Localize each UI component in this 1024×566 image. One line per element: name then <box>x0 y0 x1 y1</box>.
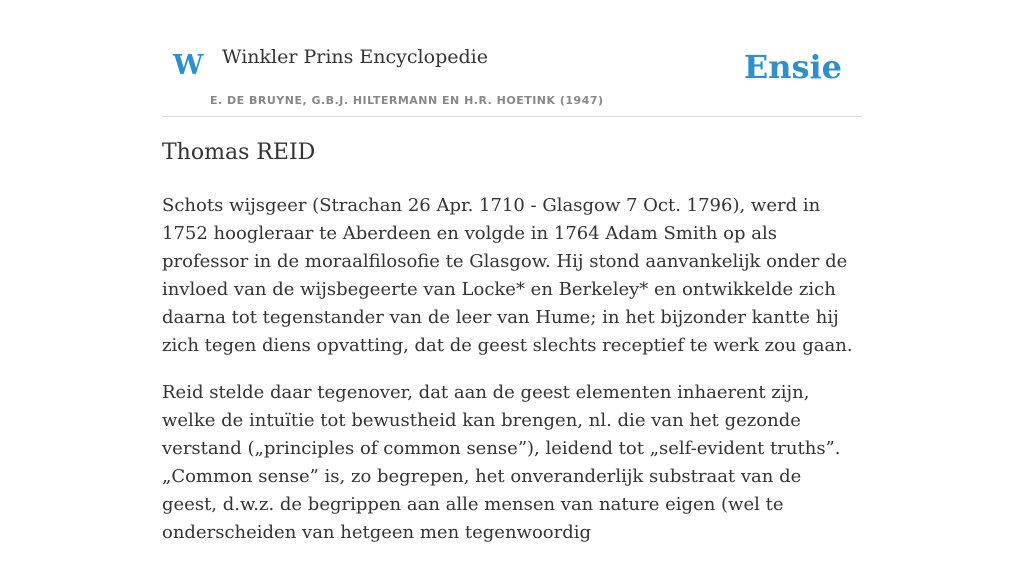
article-paragraph: Schots wijsgeer (Strachan 26 Apr. 1710 - Glasgow 7 Oct. 1796), werd in 1752 hoogleraar te Aberdeen en volgde in 1764 Adam Smith op als professor in de moraalfilosofie te Glasgow. Hij stond aanvankelijk onder de invloed van de wijsbegeerte van Locke* en Berkeley* en ontwikkelde zich daarna tot tegenstander van de leer van Hume; in het bijzonder kantte hij zich tegen diens opvatting, dat de geest slechts receptief te werk zou gaan. <box>162 195 853 356</box>
article-body <box>162 192 862 566</box>
ensie-logo[interactable]: Ensie <box>743 48 842 86</box>
site-header <box>162 0 862 117</box>
article-paragraph: Reid stelde daar tegenover, dat aan de geest elementen inhaerent zijn, welke de intuïtie tot bewustheid kan brengen, nl. die van het gezonde verstand („principles of common sense”), leidend tot „self-evident truths”. „Common sense” is, zo begrepen, het onveranderlijk substraat van de geest, d.w.z. de begrippen aan alle mensen van nature eigen (wel te onderscheiden van hetgeen men tegenwoordig <box>162 382 841 543</box>
article-title: Thomas REID <box>162 140 316 165</box>
encyclopedia-authors: E. DE BRUYNE, G.B.J. HILTERMANN EN H.R. HOETINK (1947) <box>210 94 604 107</box>
winkler-prins-logo[interactable]: W <box>173 50 204 81</box>
encyclopedia-title[interactable]: Winkler Prins Encyclopedie <box>222 46 488 68</box>
